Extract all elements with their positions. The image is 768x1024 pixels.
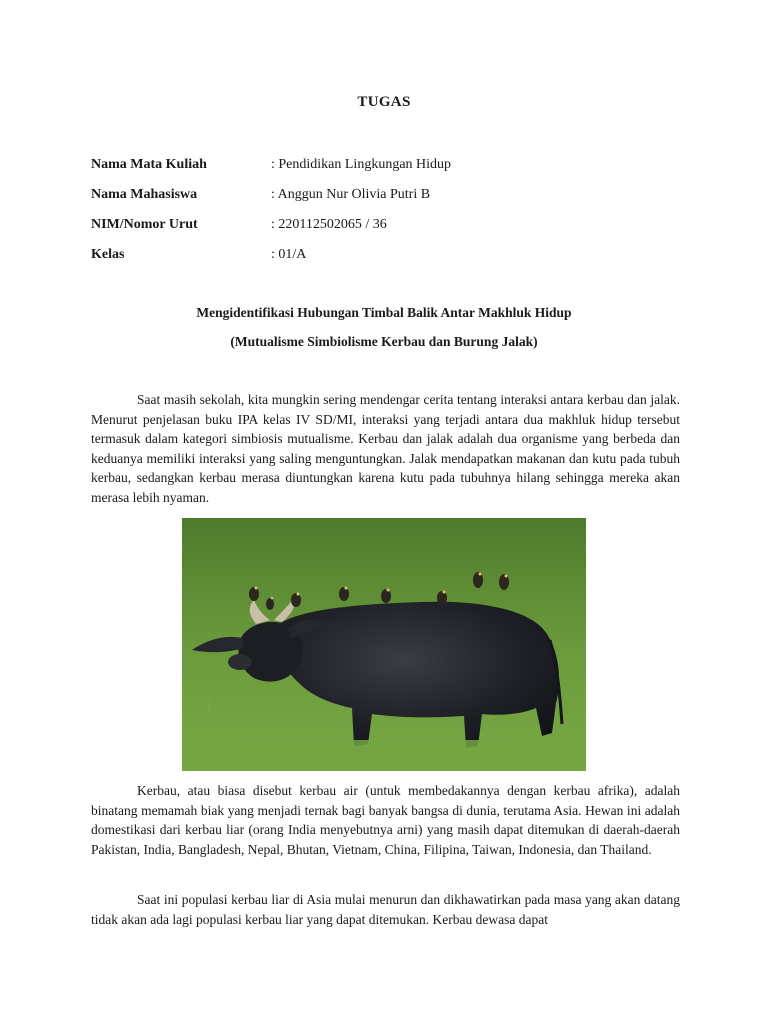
info-label: Kelas bbox=[91, 247, 125, 262]
section-subheading: (Mutualisme Simbiolisme Kerbau dan Burung Jalak) bbox=[230, 334, 538, 349]
info-value: : Pendidikan Lingkungan Hidup bbox=[271, 157, 452, 172]
section-heading: Mengidentifikasi Hubungan Timbal Balik Antar Makhluk Hidup bbox=[196, 305, 572, 320]
info-value: : Anggun Nur Olivia Putri B bbox=[271, 187, 431, 202]
paragraph-kerbau: Kerbau, atau biasa disebut kerbau air (untuk membedakannya dengan kerbau afrika), adalah binatang memamah biak yang menjadi ternak bagi banyak bangsa di dunia, terutama Asia. Hewan ini adalah domestikasi dari kerbau liar (orang India menyebutnya arni) yang masih dapat ditemukan di daerah-daerah Pakistan, India, Bangladesh, Nepal, Bhutan, Vietnam, China, Filipina, Taiwan, Indonesia, dan Thailand. bbox=[91, 783, 680, 857]
info-value: : 220112502065 / 36 bbox=[271, 217, 387, 232]
info-label: Nama Mata Kuliah bbox=[91, 157, 207, 172]
info-label: NIM/Nomor Urut bbox=[91, 217, 198, 232]
paragraph-intro: Saat masih sekolah, kita mungkin sering mendengar cerita tentang interaksi antara kerbau dan jalak. Menurut penjelasan buku IPA kelas IV SD/MI, interaksi yang terjadi antara dua makhluk hidup tersebut termasuk dalam kategori simbiosis mutualisme. Kerbau dan jalak adalah dua organisme yang berbeda dan keduanya memiliki interaksi yang saling menguntungkan. Jalak mendapatkan makanan dan kutu pada tubuh kerbau, sedangkan kerbau merasa diuntungkan karena kutu pada tubuhnya hilang sehingga mereka akan merasa lebih nyaman. bbox=[91, 392, 680, 505]
info-value: : 01/A bbox=[271, 247, 307, 262]
info-label: Nama Mahasiswa bbox=[91, 187, 198, 202]
buffalo-starlings-photo bbox=[182, 518, 586, 771]
document-title: TUGAS bbox=[357, 94, 411, 110]
paragraph-populasi: Saat ini populasi kerbau liar di Asia mulai menurun dan dikhawatirkan pada masa yang akan datang tidak akan ada lagi populasi kerbau liar yang dapat ditemukan. Kerbau dewasa dapat bbox=[91, 892, 680, 927]
